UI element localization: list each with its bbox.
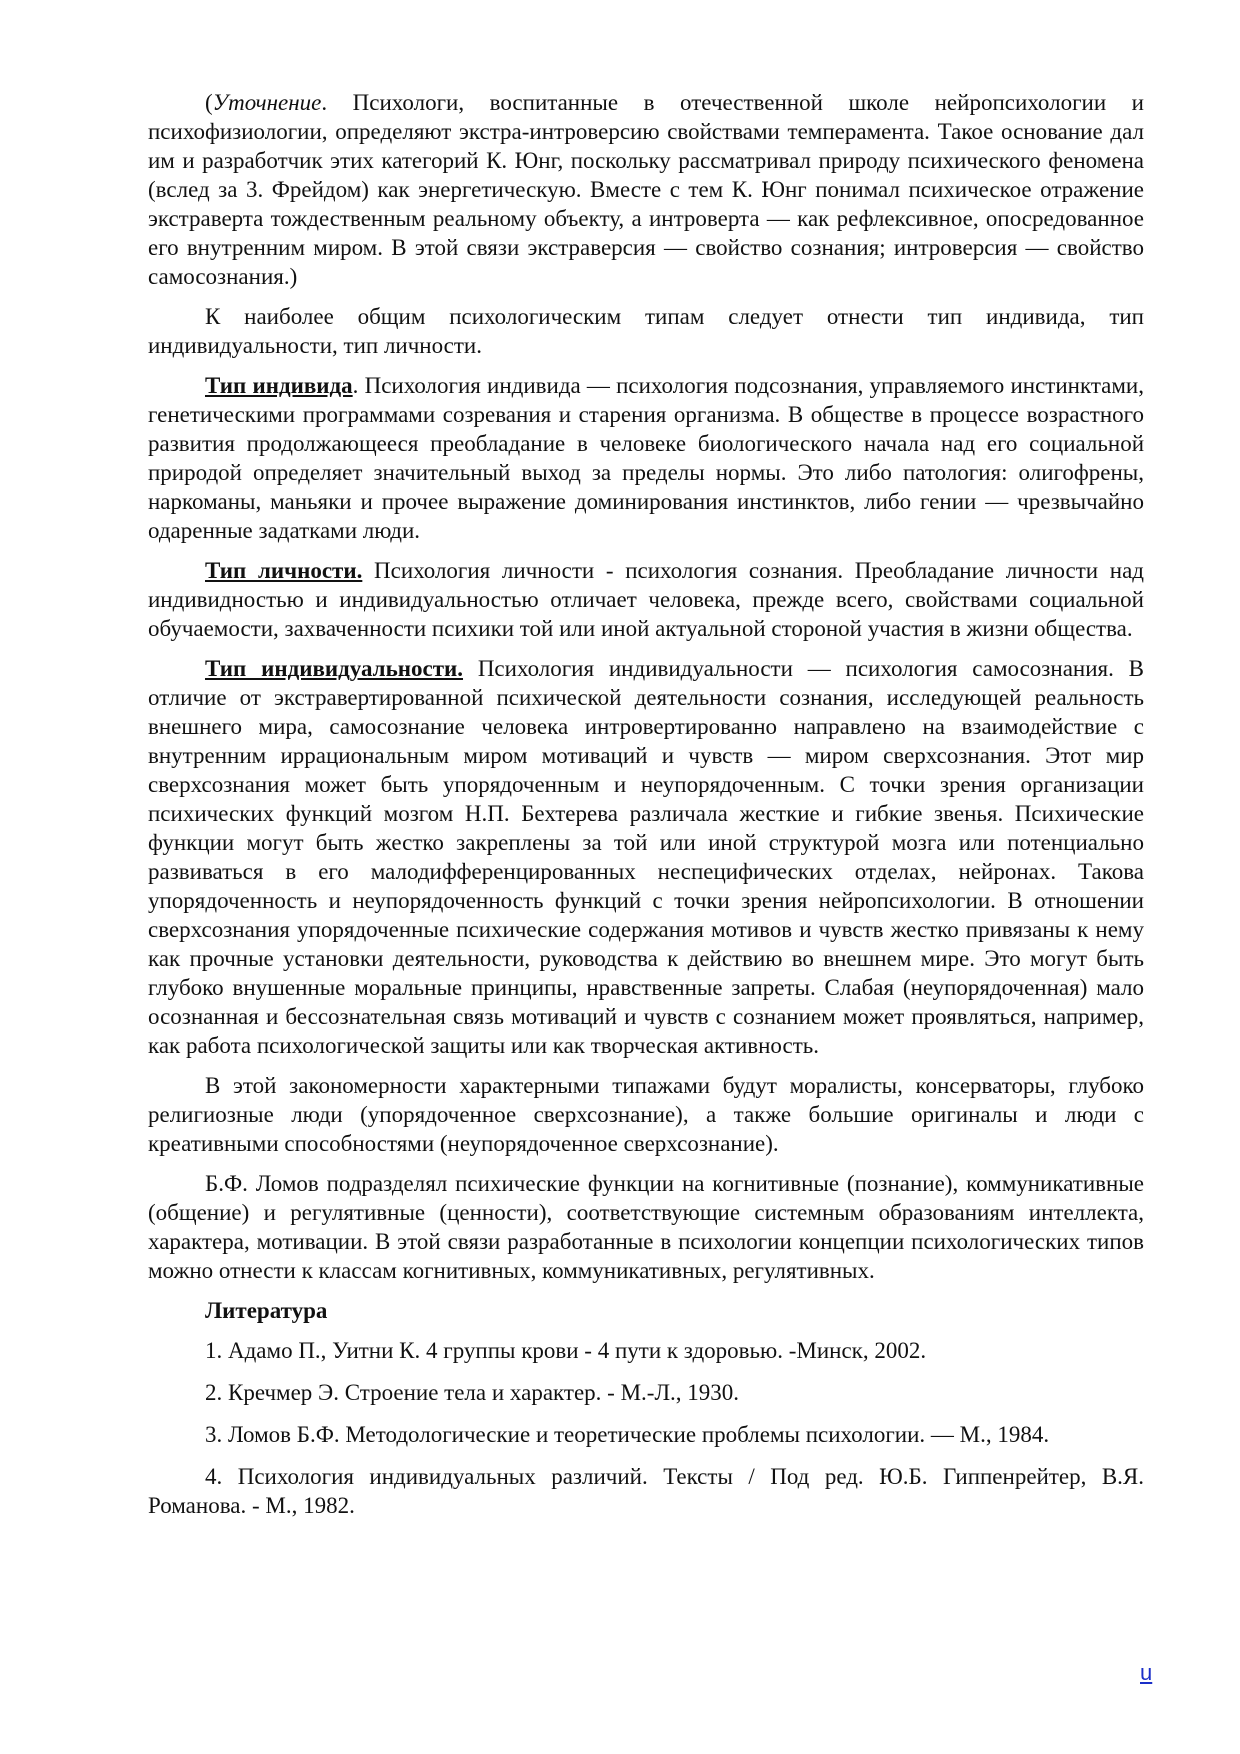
clarification-label: Уточнение <box>212 90 322 115</box>
paragraph-lomov: Б.Ф. Ломов подразделял психические функции на когнитивные (познание), коммуникативные (общение) и регулятивные (ценности), соответствующие системным образованиям интеллекта, характера, мотивации. В этой связи разработанные в психологии концепции психологических типов можно отнести к классам когнитивных, коммуникативных, регулятивных. <box>148 1171 1144 1283</box>
paragraph-clarification <box>148 88 1144 291</box>
page-number-link[interactable]: u <box>1140 1660 1153 1685</box>
paragraph-typologies: В этой закономерности характерными типажами будут моралисты, консерваторы, глубоко религиозные люди (упорядоченное сверхсознание), а также большие оригиналы и люди с креативными способностями (неупорядоченное сверхсознание). <box>148 1073 1144 1156</box>
term-individual-type: Тип индивида <box>205 373 353 398</box>
paragraph-individual-type <box>148 371 1144 545</box>
paragraph-text: . Психология индивида — психология подсознания, управляемого инстинктами, генетическими программами созревания и старения организма. В обществе в процессе возрастного развития продолжающееся преобладание в человеке биологического начала над его социальной природой определяет значительный выход за пределы нормы. Это либо патология: олигофрены, наркоманы, маньяки и прочее выражение доминирования инстинктов, либо гении — чрезвычайно одаренные задатками люди. <box>148 373 1144 543</box>
literature-item: 3. Ломов Б.Ф. Методологические и теоретические проблемы психологии. — М., 1984. <box>205 1422 1050 1447</box>
literature-heading: Литература <box>205 1298 328 1323</box>
open-paren: ( <box>205 90 213 115</box>
literature-item: 2. Кречмер Э. Строение тела и характер. - М.-Л., 1930. <box>205 1380 740 1405</box>
paragraph-text: Психология индивидуальности — психология самосознания. В отличие от экстравертированной психической деятельности сознания, исследующей реальность внешнего мира, самосознание человека интровертированно направлено на взаимодействие с внутренним иррациональным миром мотиваций и чувств — миром сверхсознания. Этот мир сверхсознания может быть упорядоченным и неупорядоченным. С точки зрения организации психических функций мозгом Н.П. Бехтерева различала жесткие и гибкие звенья. Психические функции могут быть жестко закреплены за той или иной структурой мозга или потенциально развиваться в его малодифференцированных неспецифических отделах, нейронах. Такова упорядоченность и неупорядоченность функций с точки зрения нейропсихологии. В отношении сверхсознания упорядоченные психические содержания мотивов и чувств жестко привязаны к нему как прочные установки деятельности, руководства к действию во внешнем мире. Это могут быть глубоко внушенные моральные принципы, нравственные запреты. Слабая (неупорядоченная) мало осознанная и бессознательная связь мотиваций и чувств с сознанием может проявляться, например, как работа психологической защиты или как творческая активность. <box>148 656 1145 1058</box>
literature-item: 1. Адамо П., Уитни К. 4 группы крови - 4 пути к здоровью. -Минск, 2002. <box>205 1338 927 1363</box>
paragraph-text: . Психологи, воспитанные в отечественной школе нейропсихологии и психофизиологии, определяют экстра-интроверсию свойствами темперамента. Такое основание дал им и разработчик этих категорий К. Юнг, поскольку рассматривал природу психического феномена (вслед за 3. Фрейдом) как энергетическую. Вместе с тем К. Юнг понимал психическое отражение экстраверта тождественным реальному объекту, а интроверта — как рефлексивное, опосредованное его внутренним миром. В этой связи экстраверсия — свойство сознания; интроверсия — свойство самосознания.) <box>148 90 1144 289</box>
paragraph-personality-type <box>148 556 1144 643</box>
document-page <box>148 88 1144 1533</box>
term-personality-type: Тип личности. <box>205 558 363 583</box>
term-individuality-type: Тип индивидуальности. <box>205 656 464 681</box>
literature-item: 4. Психология индивидуальных различий. Тексты / Под ред. Ю.Б. Гиппенрейтер, В.Я. Романова. - М., 1982. <box>148 1464 1144 1518</box>
paragraph-text: Психология личности - психология сознания. Преобладание личности над индивидностью и индивидуальностью отличает человека, прежде всего, свойствами социальной обучаемости, захваченности психики той или иной актуальной стороной участия в жизни общества. <box>148 558 1144 641</box>
paragraph-individuality-type <box>148 654 1144 1060</box>
paragraph-general-types: К наиболее общим психологическим типам следует отнести тип индивида, тип индивидуальности, тип личности. <box>148 304 1144 358</box>
